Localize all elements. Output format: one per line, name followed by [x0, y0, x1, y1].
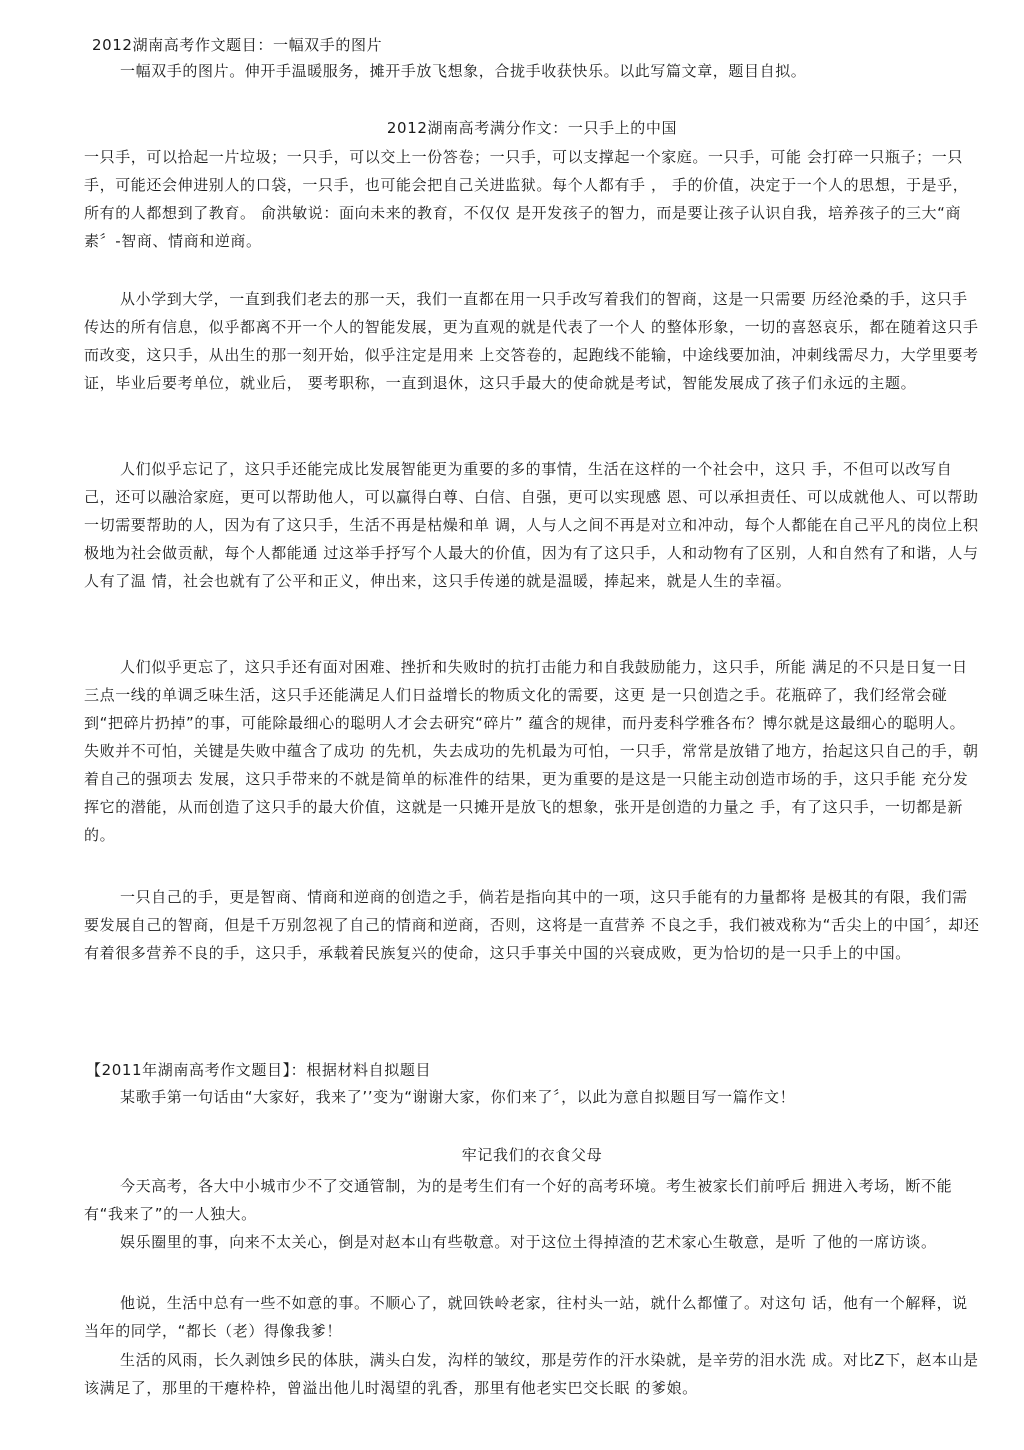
essay-2011-paragraph-4: 生活的风雨，长久剥蚀乡民的体肤，满头白发，沟样的皱纹，那是劳作的汗水染就，是辛劳的泪水洗 成。对比Z下，赵本山是该满足了，那里的干瘪枠枠，曾溢出他儿时渴望的乳香，那里有他老实巴交长眠 的爹娘。 — [84, 1351, 979, 1397]
essay-2011-title: 牢记我们的衣食父母 — [461, 1146, 603, 1164]
essay-2012-title: 2012湖南高考满分作文：一只手上的中国 — [386, 119, 678, 137]
essay-2012-paragraph-5: 一只自己的手，更是智商、情商和逆商的创造之手，倘若是指向其中的一项，这只手能有的力量都将 是极其的有限，我们需要发展自己的智商，但是千万别忽视了自己的情商和逆商，否则，这将是一直营养 不良之手，我们被戏称为“舌尖上的中国〞，却还有着很多营养不良的手，这只手，承载着民族复兴的使命，这只手事关中国的兴衰成败，更为恰切的是一只手上的中国。 — [84, 888, 980, 962]
essay-2012-paragraph-4: 人们似乎更忘了，这只手还有面对困难、挫折和失败时的抗打击能力和自我鼓励能力，这只手，所能 满足的不只是日复一日三点一线的单调乏味生活，这只手还能满足人们日益增长的物质文化的需要，这更 是一只创造之手。花瓶碎了，我们经常会碰到“把碎片扔掉”的事，可能除最细心的聪明人才会去研究“碎片” 蕴含的规律，而丹麦科学雅各布？博尔就是这最细心的聪明人。失败并不可怕，关键是失败中蕴含了成功 的先机，失去成功的先机最为可怕，一只手，常常是放错了地方，抬起这只自己的手，朝着自己的强项去 发展，这只手带来的不就是简单的标准件的结果，更为重要的是这是一只能主动创造市场的手，这只手能 充分发挥它的潜能，从而创造了这只手的最大价值，这就是一只摊开是放飞的想象，张开是创造的力量之 手，有了这只手，一切都是新的。 — [84, 658, 979, 844]
essay-2012-paragraph-2: 从小学到大学，一直到我们老去的那一天，我们一直都在用一只手改写着我们的智商，这是一只需要 历经沧桑的手，这只手传达的所有信息，似乎都离不开一个人的智能发展，更为直观的就是代表了一个人 的整体形象，一切的喜怒哀乐，都在随着这只手而改变，这只手，从出生的那一刻开始，似乎注定是用来 上交答卷的，起跑线不能输，中途线要加油，冲刺线需尽力，大学里要考证，毕业后要考单位，就业后， 要考职称，一直到退休，这只手最大的使命就是考试，智能发展成了孩子们永远的主题。 — [84, 290, 979, 392]
essay-2012-paragraph-1: 一只手，可以拾起一片垃圾；一只手，可以交上一份答卷；一只手，可以支撑起一个家庭。一只手，可能 会打碎一只瓶子；一只手，可能还会伸进别人的口袋，一只手，也可能会把自己关进监狱。每个人都有手 ， 手的价值，决定于一个人的思想，于是乎，所有的人都想到了教育。 俞洪敏说：面向未来的教育，不仅仅 是开发孩子的智力，而是要让孩子认识自我，培养孩子的三大“商素〞-智商、情商和逆商。 — [84, 148, 969, 250]
essay-2012-paragraph-3: 人们似乎忘记了，这只手还能完成比发展智能更为重要的多的事情，生活在这样的一个社会中，这只 手，不但可以改写自己，还可以融洽家庭，更可以帮助他人，可以赢得白尊、白信、自强，更可以实现感 恩、可以承担责任、可以成就他人、可以帮助一切需要帮助的人，因为有了这只手，生活不再是枯燥和单 调，人与人之间不再是对立和冲动，每个人都能在自己平凡的岗位上积极地为社会做贡献，每个人都能通 过这举手抒写个人最大的价值，因为有了这只手，人和动物有了区别，人和自然有了和谐，人与人有了温 情，社会也就有了公平和正义，伸出来，这只手传递的就是温暖，捧起来，就是人生的幸福。 — [84, 460, 979, 590]
question-2011-title: 【2011年湖南高考作文题目】：根据材料自拟题目 — [86, 1061, 432, 1079]
question-2011-prompt: 某歌手第一句话由“大家好，我来了’’变为“谢谢大家，你们来了〞，以此为意自拟题目写一篇作文！ — [120, 1088, 796, 1106]
essay-2011-paragraph-2: 娱乐圈里的事，向来不太关心，倒是对赵本山有些敬意。对于这位土得掉渣的艺术家心生敬意，是听 了他的一席访谈。 — [120, 1233, 937, 1251]
question-2012-title: 2012湖南高考作文题目：一幅双手的图片 — [92, 36, 383, 54]
essay-2011-paragraph-3: 他说，生活中总有一些不如意的事。不顺心了，就回铁岭老家，往村头一站，就什么都懂了。对这句 话，他有一个解释，说当年的同学，“都长（老）得像我爹！ — [84, 1294, 968, 1340]
essay-2011-paragraph-1: 今天高考，各大中小城市少不了交通管制，为的是考生们有一个好的高考环境。考生被家长们前呼后 拥进入考场，断不能有“我来了”的一人独大。 — [84, 1177, 953, 1223]
question-2012-prompt: 一幅双手的图片。伸开手温暖服务，摊开手放飞想象，合拢手收获快乐。以此写篇文章，题目自拟。 — [120, 62, 807, 80]
